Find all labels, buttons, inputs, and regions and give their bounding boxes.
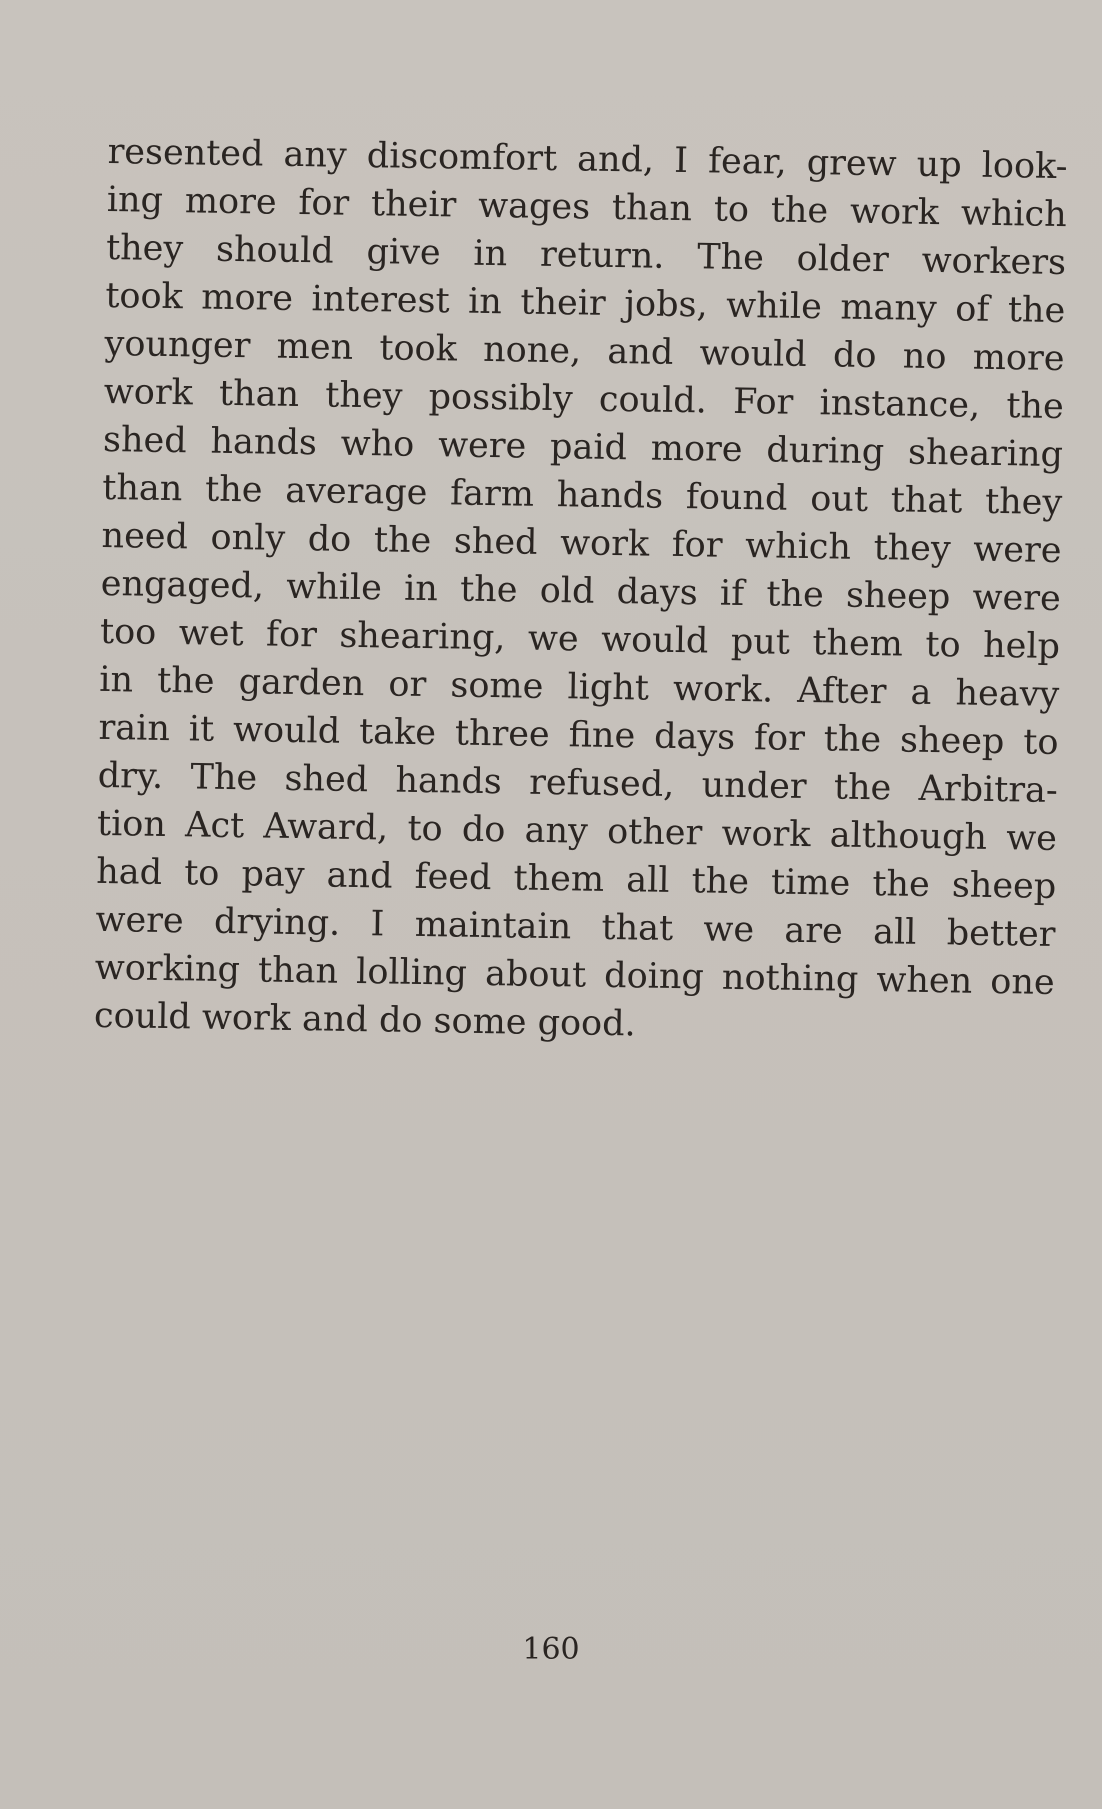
text-line: engaged, while in the old days if the sheep were: [100, 563, 1062, 620]
text-line: younger men took none, and would do no more: [104, 323, 1065, 380]
text-line: need only do the shed work for which they were: [101, 515, 1062, 572]
text-line: shed hands who were paid more during shearing: [102, 419, 1064, 476]
text-line: working than lolling about doing nothing when one: [94, 947, 1056, 1003]
text-line: ing more for their wages than to the work which: [106, 179, 1068, 236]
text-line: took more interest in their jobs, while many of the: [105, 275, 1066, 332]
text-line: were drying. I maintain that we are all better: [95, 899, 1056, 955]
text-line: they should give in return. The older workers: [105, 227, 1067, 284]
body-text: [94, 128, 1068, 1055]
text-line: could work and do some good.: [93, 995, 637, 1045]
text-line: work than they possibly could. For instance, the: [103, 371, 1065, 428]
text-line: too wet for shearing, we would put them to help: [99, 611, 1061, 668]
text-line: resented any discomfort and, I fear, grew up look-: [107, 131, 1068, 188]
text-line: in the garden or some light work. After a heavy: [99, 659, 1060, 716]
text-line: rain it would take three fine days for the sheep to: [98, 707, 1059, 764]
text-line: tion Act Award, to do any other work although we: [96, 803, 1058, 859]
text-line: than the average farm hands found out that they: [102, 467, 1063, 524]
text-line: had to pay and feed them all the time the sheep: [95, 851, 1057, 907]
text-line: dry. The shed hands refused, under the Arbitra-: [97, 755, 1059, 811]
page-number: 160: [522, 1632, 580, 1667]
